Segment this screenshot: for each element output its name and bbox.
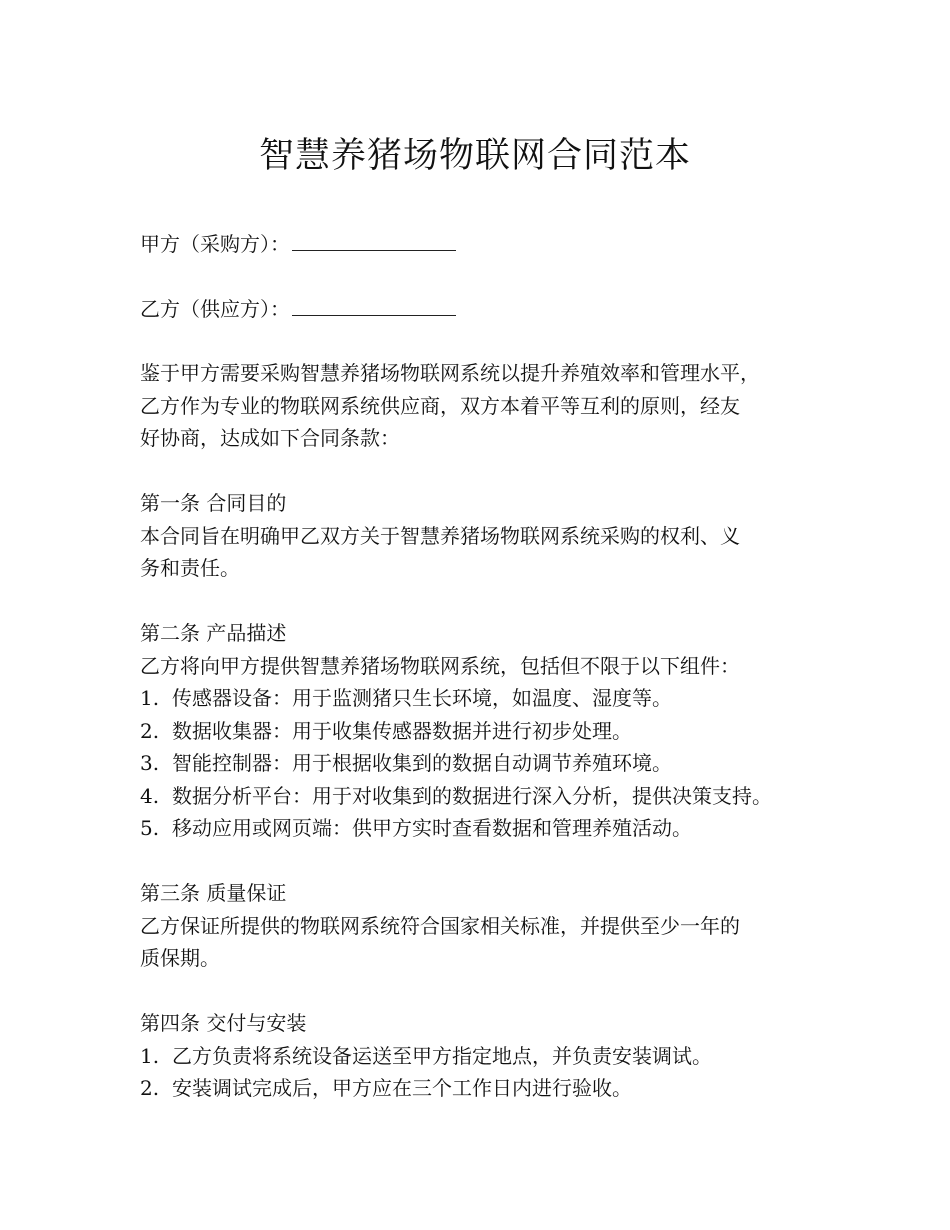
article-3 bbox=[140, 877, 830, 975]
list-item-number: 2. bbox=[140, 718, 160, 743]
list-item-text: 安装调试完成后，甲方应在三个工作日内进行验收。 bbox=[172, 1076, 632, 1100]
list-item-number: 1. bbox=[140, 1043, 160, 1068]
list-item-text: 智能控制器：用于根据收集到的数据自动调节养殖环境。 bbox=[172, 751, 672, 775]
article-1-line: 本合同旨在明确甲乙双方关于智慧养猪场物联网系统采购的权利、义 bbox=[140, 523, 740, 548]
party-b-line bbox=[140, 293, 456, 324]
article-4 bbox=[140, 1007, 830, 1105]
party-b-blank bbox=[292, 293, 456, 316]
list-item bbox=[140, 682, 830, 715]
article-2 bbox=[140, 617, 830, 845]
list-item bbox=[140, 715, 830, 748]
list-item-text: 传感器设备：用于监测猪只生长环境，如温度、湿度等。 bbox=[172, 686, 672, 710]
list-item-text: 移动应用或网页端：供甲方实时查看数据和管理养殖活动。 bbox=[172, 816, 692, 840]
list-item-text: 数据收集器：用于收集传感器数据并进行初步处理。 bbox=[172, 718, 632, 743]
list-item bbox=[140, 1072, 830, 1105]
party-a-blank bbox=[292, 228, 456, 251]
page-title: 智慧养猪场物联网合同范本 bbox=[258, 136, 691, 176]
list-item-number: 2. bbox=[140, 1076, 160, 1100]
list-item bbox=[140, 812, 830, 845]
party-a-label: 甲方（采购方）： bbox=[140, 232, 290, 256]
article-2-intro: 乙方将向甲方提供智慧养猪场物联网系统，包括但不限于以下组件： bbox=[140, 653, 740, 678]
preamble-line: 鉴于甲方需要采购智慧养猪场物联网系统以提升养殖效率和管理水平， bbox=[140, 361, 760, 385]
article-1-line: 务和责任。 bbox=[140, 556, 240, 580]
list-item bbox=[140, 1040, 830, 1073]
article-2-heading: 第二条 产品描述 bbox=[140, 621, 287, 645]
article-4-heading: 第四条 交付与安装 bbox=[140, 1011, 307, 1035]
preamble-line: 好协商，达成如下合同条款： bbox=[140, 426, 400, 450]
list-item-number: 4. bbox=[140, 783, 160, 808]
article-3-line: 质保期。 bbox=[140, 946, 220, 970]
article-1-heading: 第一条 合同目的 bbox=[140, 491, 287, 515]
party-b-label: 乙方（供应方）： bbox=[140, 297, 290, 321]
preamble-line: 乙方作为专业的物联网系统供应商，双方本着平等互利的原则，经友 bbox=[140, 393, 740, 418]
list-item-text: 数据分析平台：用于对收集到的数据进行深入分析，提供决策支持。 bbox=[172, 783, 772, 808]
list-item bbox=[140, 780, 830, 813]
list-item-text: 乙方负责将系统设备运送至甲方指定地点，并负责安装调试。 bbox=[172, 1043, 712, 1068]
list-item-number: 3. bbox=[140, 751, 160, 775]
party-a-line bbox=[140, 228, 456, 259]
article-1 bbox=[140, 487, 830, 585]
list-item bbox=[140, 747, 830, 780]
article-3-line: 乙方保证所提供的物联网系统符合国家相关标准，并提供至少一年的 bbox=[140, 913, 740, 938]
preamble bbox=[140, 357, 830, 455]
article-3-heading: 第三条 质量保证 bbox=[140, 881, 287, 905]
list-item-number: 1. bbox=[140, 686, 160, 710]
list-item-number: 5. bbox=[140, 816, 160, 840]
